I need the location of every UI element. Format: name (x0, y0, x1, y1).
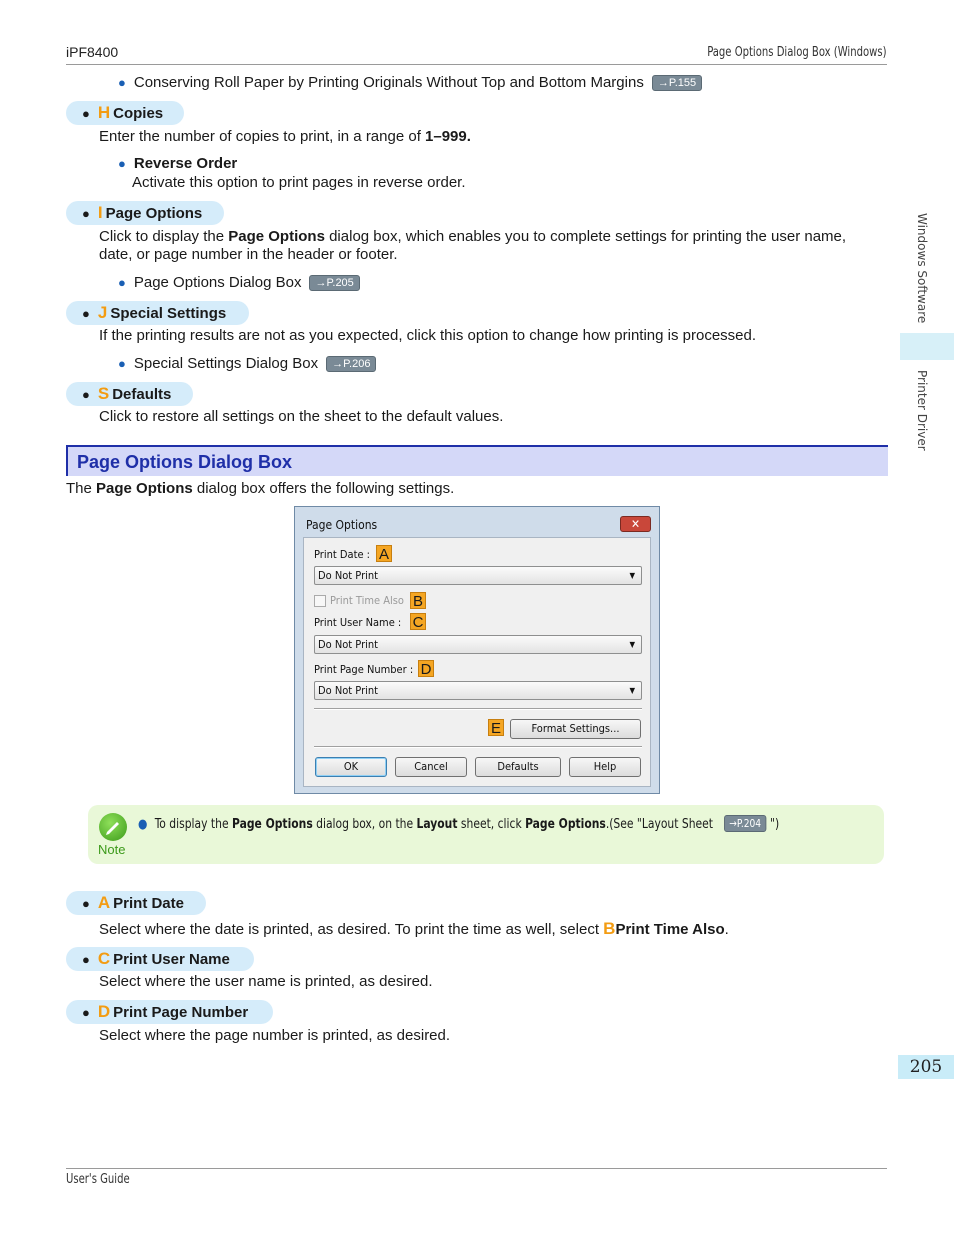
bullet-icon: ● (118, 275, 126, 290)
dropdown-arrow-icon: ▼ (629, 571, 635, 580)
dialog-body (303, 537, 651, 787)
item-title: Page Options (105, 204, 203, 222)
header-divider (66, 64, 887, 65)
bullet-icon: ● (118, 75, 126, 90)
print-date-select[interactable]: Do Not Print ▼ (314, 566, 642, 585)
dropdown-arrow-icon: ▼ (629, 640, 635, 649)
link-page-options-dialog: ● Page Options Dialog Box →P.205 (118, 274, 360, 291)
item-letter: A (97, 893, 111, 912)
top-bullet (118, 74, 702, 91)
section-heading (66, 445, 888, 476)
print-page-number-select[interactable]: Do Not Print ▼ (314, 681, 642, 700)
header-section: Page Options Dialog Box (Windows) (707, 45, 887, 60)
item-letter: H (97, 103, 111, 122)
callout-tag-d: D (418, 660, 434, 677)
bullet-icon: ● (82, 951, 90, 967)
bullet-icon: ● (82, 386, 90, 402)
item-defaults-desc: Click to restore all settings on the sheet to the default values. (99, 408, 504, 425)
note-pencil-icon (99, 813, 127, 841)
note-text: ● To display the Page Options dialog box, on the Layout sheet, click Page Options.(See "Layout Sheet →P.204 ") (138, 817, 780, 832)
section-intro: The Page Options dialog box offers the following settings. (66, 480, 455, 497)
close-icon[interactable]: ✕ (620, 516, 651, 532)
callout-tag-e: E (488, 719, 504, 736)
field-print-page-number-heading (66, 1000, 273, 1024)
item-title: Print User Name (113, 950, 230, 968)
item-special-settings-desc: If the printing results are not as you expected, click this option to change how printing is processed. (99, 327, 757, 344)
section-title: Page Options Dialog Box (77, 452, 293, 472)
field-print-date-heading (66, 891, 206, 915)
item-title: Special Settings (110, 304, 227, 322)
footer-title: User's Guide (66, 1172, 130, 1187)
format-settings-button[interactable]: Format Settings... (510, 719, 641, 739)
item-page-options-desc: Click to display the Page Options dialog box, which enables you to complete settings for printing the user name, (99, 228, 847, 245)
bullet-icon: ● (82, 305, 90, 321)
page-ref-link[interactable]: →P.155 (652, 75, 702, 91)
print-user-name-label: Print User Name : (314, 616, 402, 629)
page-ref-link[interactable]: →P.204 (724, 815, 767, 832)
callout-tag-a: A (376, 545, 392, 562)
item-title: Defaults (112, 385, 172, 403)
print-page-number-label: Print Page Number : (314, 663, 414, 676)
item-copies-desc: Enter the number of copies to print, in a range of 1–999. (99, 128, 471, 145)
item-letter: D (97, 1002, 111, 1021)
sidebar-tab-highlight (900, 333, 954, 360)
item-letter: S (97, 384, 110, 403)
top-bullet-text[interactable]: Conserving Roll Paper by Printing Originals Without Top and Bottom Margins (133, 74, 644, 91)
dialog-title: Page Options (306, 518, 378, 532)
item-letter: J (97, 303, 108, 322)
bullet-icon: ● (82, 205, 90, 221)
sidebar-label-printer-driver: Printer Driver (915, 370, 929, 451)
page-ref-link[interactable]: →P.206 (326, 356, 376, 372)
page-number: 205 (898, 1055, 954, 1079)
field-print-page-number-desc: Select where the page number is printed, as desired. (99, 1027, 451, 1044)
page-options-dialog (294, 506, 660, 794)
dialog-separator (314, 708, 642, 710)
sub-reverse-order: ● Reverse Order (118, 155, 238, 172)
field-print-user-name-desc: Select where the user name is printed, as desired. (99, 973, 433, 990)
item-letter: B (603, 919, 616, 938)
item-page-options-heading (66, 201, 224, 225)
item-defaults-heading (66, 382, 193, 406)
bullet-icon: ● (82, 105, 90, 121)
note-box (88, 805, 884, 864)
item-title: Print Date (113, 894, 184, 912)
sub-reverse-order-desc: Activate this option to print pages in reverse order. (132, 174, 466, 191)
callout-tag-b: B (410, 592, 426, 609)
callout-tag-c: C (410, 613, 426, 630)
print-date-label: Print Date : (314, 548, 371, 561)
field-print-date-desc: Select where the date is printed, as desired. To print the time as well, select BPrint Time Also. (99, 919, 729, 938)
field-print-user-name-heading (66, 947, 254, 971)
defaults-button[interactable]: Defaults (475, 757, 561, 777)
sidebar-label-windows-software: Windows Software (915, 213, 929, 324)
bullet-icon: ● (138, 817, 148, 832)
item-special-settings-heading (66, 301, 249, 325)
item-letter: I (97, 203, 103, 222)
cancel-button[interactable]: Cancel (395, 757, 467, 777)
print-time-also-label: Print Time Also (330, 594, 404, 607)
header-product: iPF8400 (66, 44, 119, 60)
bullet-icon: ● (118, 156, 126, 171)
dropdown-arrow-icon: ▼ (629, 686, 635, 695)
footer-divider (66, 1168, 887, 1169)
item-page-options-desc-line2: date, or page number in the header or footer. (99, 246, 398, 263)
note-label: Note (98, 842, 126, 857)
print-time-also-checkbox[interactable] (314, 595, 326, 607)
page-ref-link[interactable]: →P.205 (309, 275, 359, 291)
link-special-settings-dialog: ● Special Settings Dialog Box →P.206 (118, 355, 376, 372)
bullet-icon: ● (82, 1004, 90, 1020)
print-user-name-select[interactable]: Do Not Print ▼ (314, 635, 642, 654)
item-copies-heading (66, 101, 184, 125)
ok-button[interactable]: OK (315, 757, 387, 777)
item-letter: C (97, 949, 111, 968)
help-button[interactable]: Help (569, 757, 641, 777)
item-title: Print Page Number (113, 1003, 249, 1021)
bullet-icon: ● (82, 895, 90, 911)
dialog-separator (314, 746, 642, 748)
item-title: Copies (113, 104, 164, 122)
bullet-icon: ● (118, 356, 126, 371)
